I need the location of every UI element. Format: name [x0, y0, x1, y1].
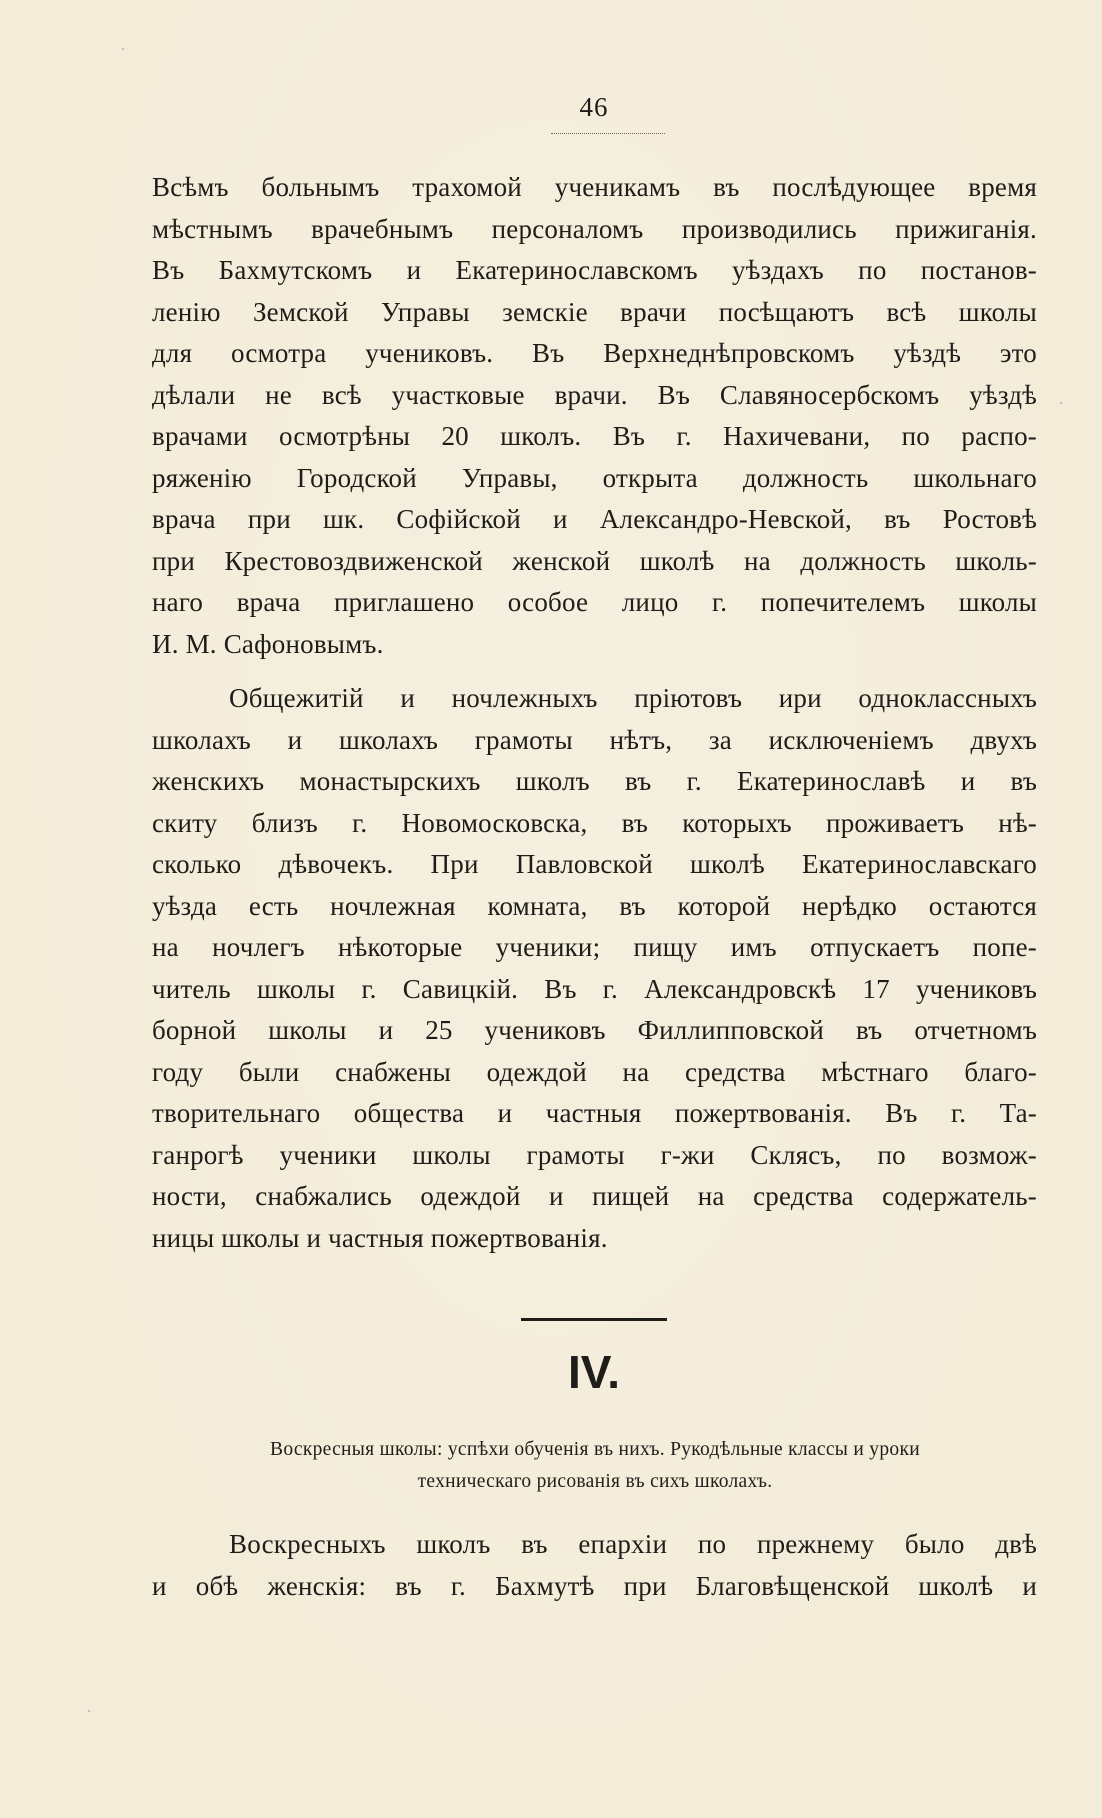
section-divider-rule: [521, 1318, 667, 1321]
text-line: сколько дѣвочекъ. При Павловской школѣ Екатеринославскаго: [152, 849, 1037, 879]
text-line: уѣзда есть ночлежная комната, въ которой нерѣдко остаются: [152, 890, 1037, 921]
text-line: для осмотра учениковъ. Въ Верхнеднѣпровскомъ уѣздѣ это: [152, 338, 1037, 368]
paragraph-1: [152, 167, 1037, 665]
text-line: врачами осмотрѣны 20 школъ. Въ г. Нахичевани, по распо-: [152, 421, 1037, 451]
section-paragraph: [152, 1524, 1037, 1607]
text-line: творительнаго общества и частныя пожертвованія. Въ г. Та-: [152, 1098, 1037, 1128]
text-line: году были снабжены одеждой на средства мѣстнаго благо-: [152, 1056, 1037, 1087]
text-line: Въ Бахмутскомъ и Екатеринославскомъ уѣздахъ по постанов-: [152, 255, 1037, 285]
text-line: женскихъ монастырскихъ школъ въ г. Екатеринославѣ и въ: [152, 766, 1037, 796]
paragraph-2: [152, 678, 1037, 1259]
text-line: борной школы и 25 учениковъ Филлипповской въ отчетномъ: [152, 1015, 1037, 1045]
scan-speck: [122, 48, 124, 50]
text-line: Воскресныхъ школъ въ епархіи по прежнему было двѣ: [229, 1529, 1037, 1559]
text-line: ганрогѣ ученики школы грамоты г-жи Склясъ, по возмож-: [152, 1139, 1037, 1170]
section-heading-line: техническаго рисованія въ сихъ школахъ.: [417, 1471, 773, 1492]
text-line: дѣлали не всѣ участковые врачи. Въ Славяносербскомъ уѣздѣ: [152, 379, 1037, 410]
page-number-rule: [551, 133, 665, 134]
section-heading: [160, 1434, 1030, 1498]
text-line: ряженію Городской Управы, открыта должность школьнаго: [152, 462, 1037, 493]
text-line: читель школы г. Савицкій. Въ г. Александровскѣ 17 учениковъ: [152, 973, 1037, 1004]
page-number: 46: [579, 92, 609, 122]
text-line: мѣстнымъ врачебнымъ персоналомъ производились прижиганія.: [152, 213, 1037, 244]
text-line: ности, снабжались одеждой и пищей на средства содержатель-: [152, 1181, 1037, 1211]
scan-speck: [1060, 402, 1062, 404]
text-line: школахъ и школахъ грамоты нѣтъ, за исключеніемъ двухъ: [152, 724, 1037, 755]
text-line: скиту близъ г. Новомосковска, въ которыхъ проживаетъ нѣ-: [152, 807, 1037, 838]
text-line: наго врача приглашено особое лицо г. попечителемъ школы: [152, 587, 1037, 617]
section-heading-line: Воскресныя школы: успѣхи обученія въ нихъ. Рукодѣльные классы и уроки: [270, 1439, 920, 1460]
text-line: Всѣмъ больнымъ трахомой ученикамъ въ послѣдующее время: [152, 172, 1037, 202]
text-line: и обѣ женскія: въ г. Бахмутѣ при Благовѣщенской школѣ и: [152, 1570, 1037, 1601]
text-line: на ночлегъ нѣкоторые ученики; пищу имъ отпускаетъ попе-: [152, 932, 1037, 962]
text-line: при Крестовоздвиженской женской школѣ на должность школь-: [152, 545, 1037, 576]
text-line: Общежитій и ночлежныхъ пріютовъ ири одноклассныхъ: [229, 683, 1037, 713]
text-line: ленію Земской Управы земскіе врачи посѣщаютъ всѣ школы: [152, 296, 1037, 327]
text-line: И. М. Сафоновымъ.: [152, 628, 384, 659]
text-line: ницы школы и частныя пожертвованія.: [152, 1222, 608, 1253]
scan-speck: [88, 1710, 90, 1712]
section-number: IV.: [567, 1346, 621, 1398]
text-line: врача при шк. Софійской и Александро-Невской, въ Ростовѣ: [152, 504, 1037, 534]
